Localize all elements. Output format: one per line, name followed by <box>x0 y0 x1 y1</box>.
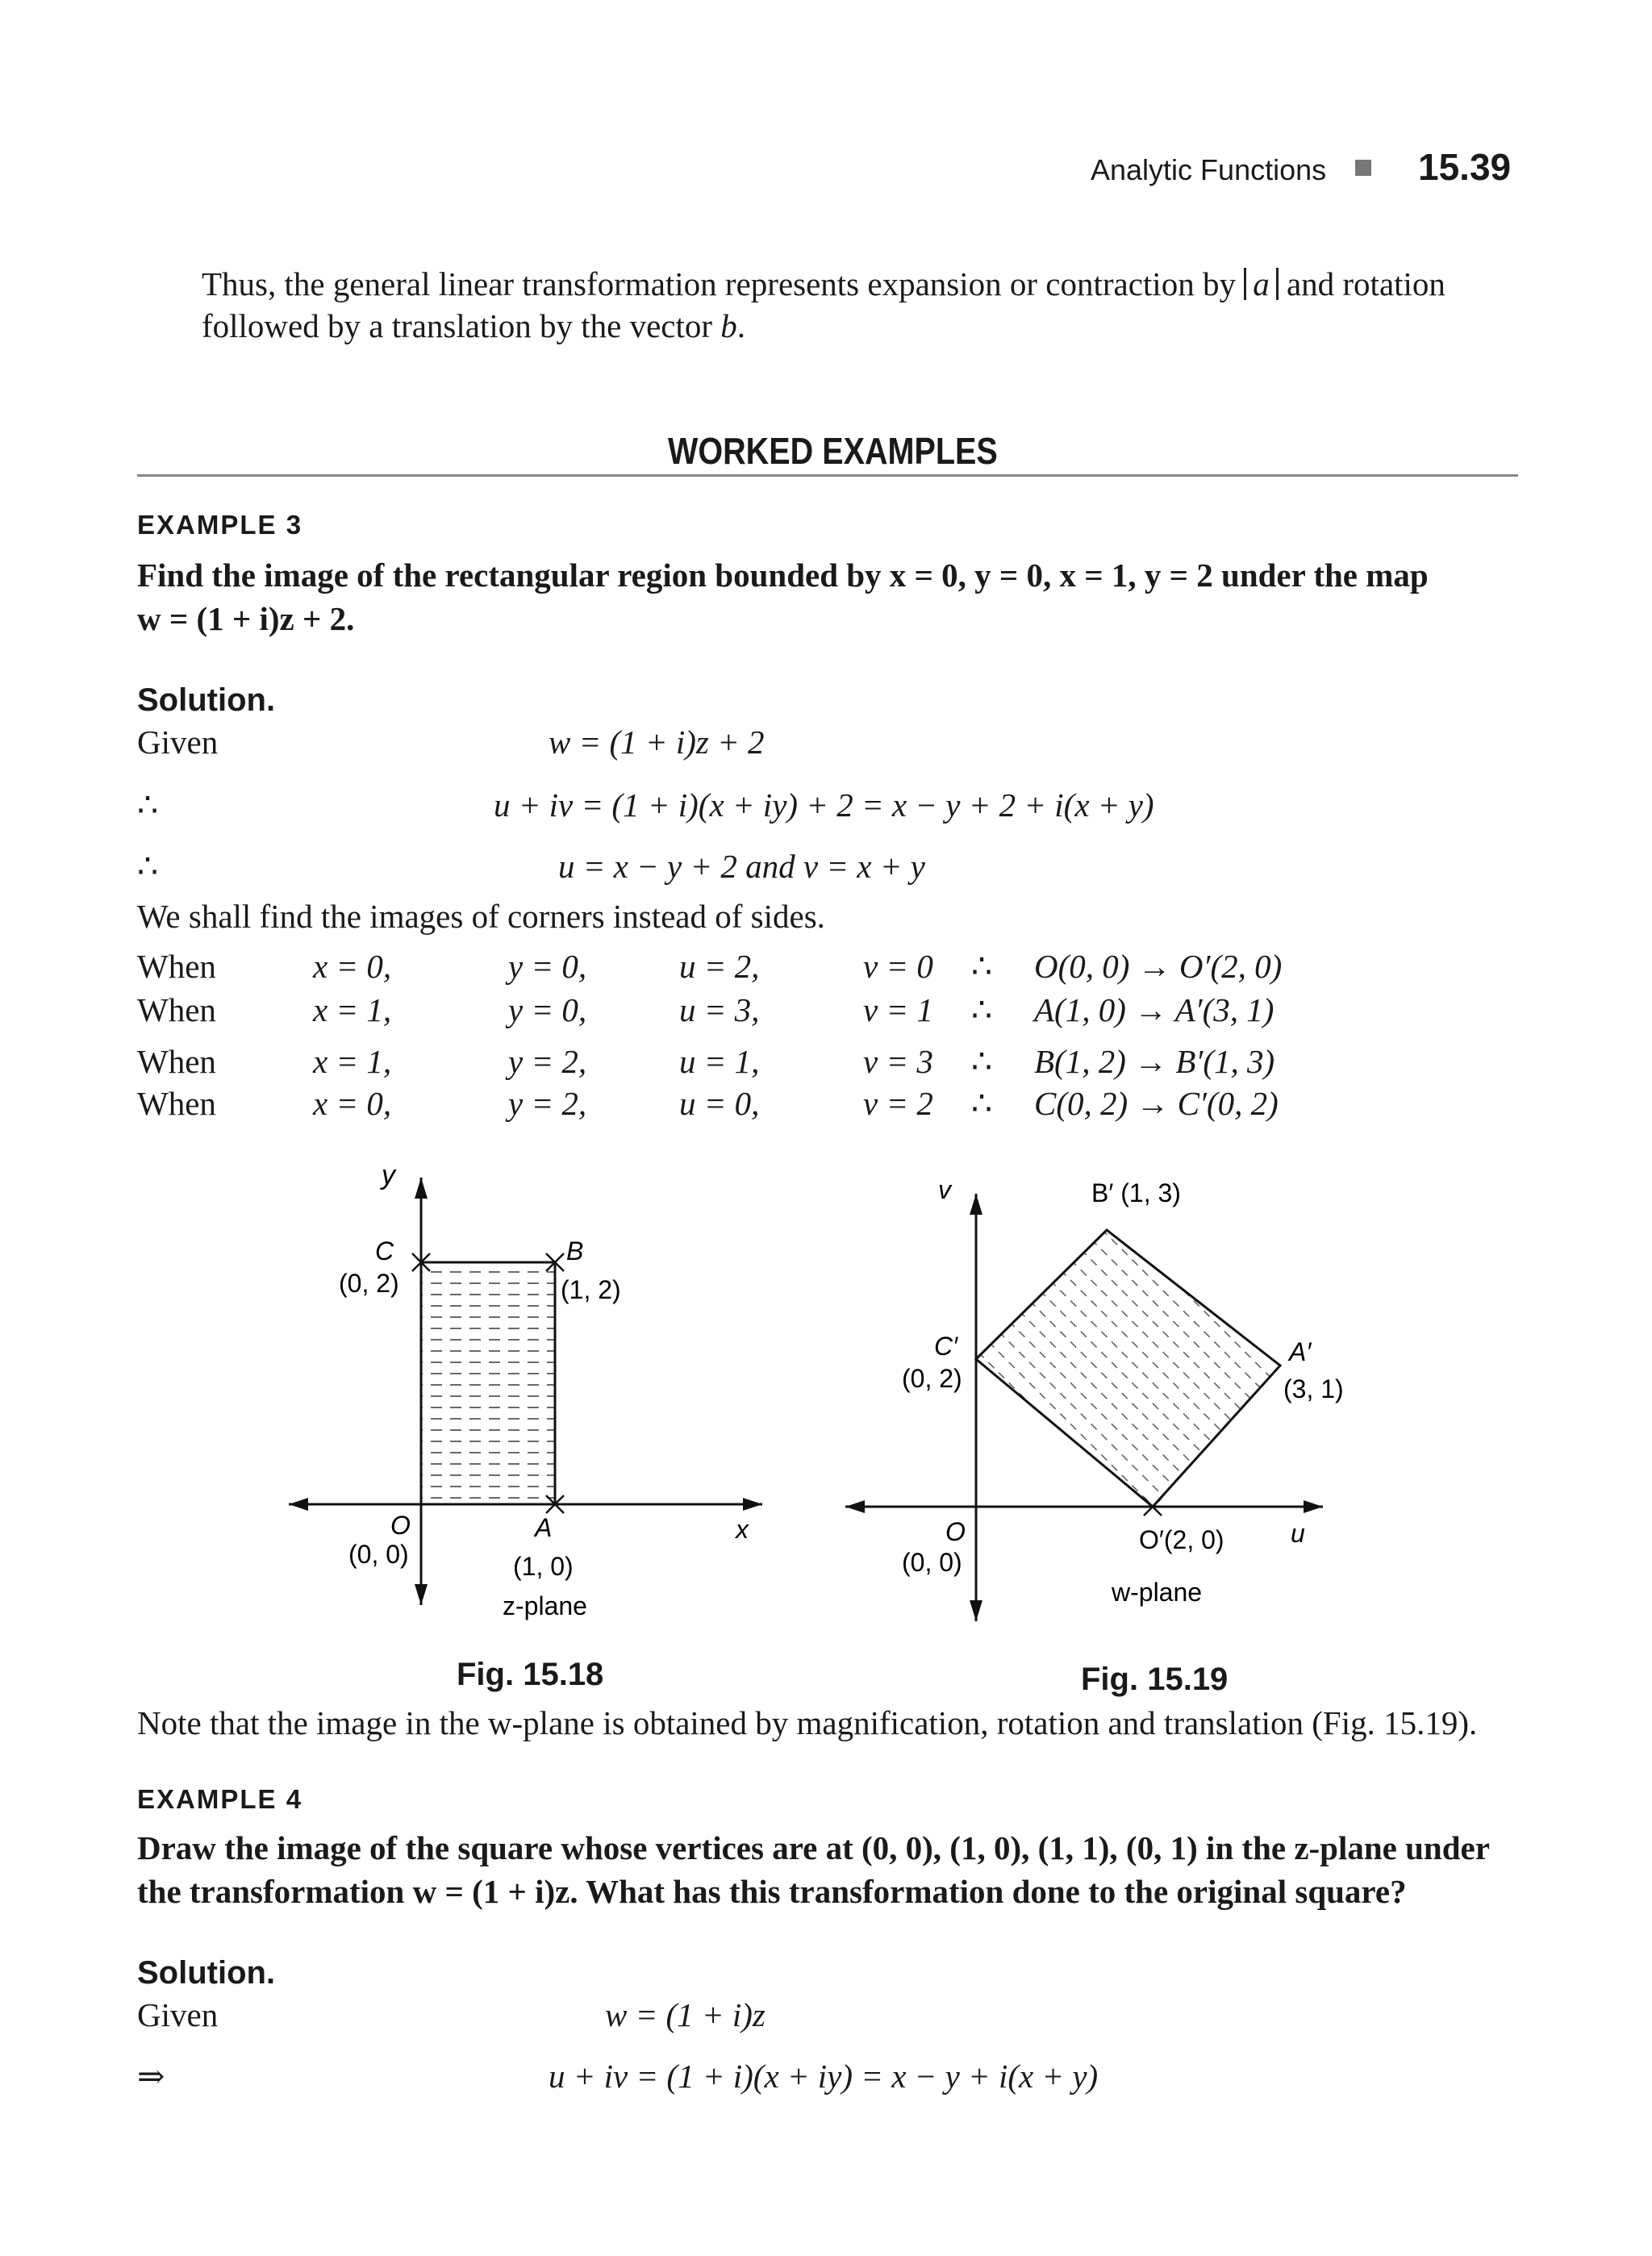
row-when: When <box>137 991 216 1028</box>
intro-line-2: followed by a translation by the vector b. <box>202 307 746 344</box>
row-when: When <box>137 948 216 985</box>
therefore-symbol: ∴ <box>137 786 159 824</box>
corners-text: We shall find the images of corners instead of sides. <box>137 898 825 935</box>
point-coord-b: (1, 2) <box>561 1275 621 1304</box>
y-axis-arrow-down-icon <box>415 1584 428 1605</box>
row-v: v = 3 <box>863 1043 933 1080</box>
row-v: v = 0 <box>863 948 933 985</box>
equation-uv: u = x − y + 2 and v = x + y <box>558 848 925 885</box>
point-label-o: O <box>390 1511 411 1540</box>
row-map: C(0, 2) → C′(0, 2) <box>1034 1085 1279 1122</box>
point-label-c-prime: C′ <box>934 1332 958 1361</box>
row-y: y = 0, <box>508 948 587 985</box>
point-coord-o: (0, 0) <box>902 1548 962 1577</box>
row-y: y = 0, <box>508 991 587 1028</box>
implies-symbol: ⇒ <box>137 2058 165 2095</box>
point-label-o-prime: O′(2, 0) <box>1139 1525 1224 1554</box>
page-number: 15.39 <box>1418 146 1512 188</box>
row-x: x = 0, <box>313 948 392 985</box>
figure-caption-15-19: Fig. 15.19 <box>1081 1662 1229 1697</box>
point-coord-a: (1, 0) <box>513 1552 574 1581</box>
row-y: y = 2, <box>508 1085 587 1122</box>
v-axis-arrow-down-icon <box>970 1600 982 1621</box>
row-u: u = 2, <box>679 948 760 985</box>
figure-z-plane <box>274 1153 791 1653</box>
row-v: v = 1 <box>863 991 933 1028</box>
intro-line-1: Thus, the general linear transformation represents expansion or contraction by a and rotation <box>202 265 1446 302</box>
given-label: Given <box>137 724 219 761</box>
figure-caption-15-18: Fig. 15.18 <box>457 1657 604 1692</box>
v-axis-arrow-up-icon <box>970 1194 982 1215</box>
running-header-title: Analytic Functions <box>1091 153 1327 186</box>
row-x: x = 1, <box>313 1043 392 1080</box>
plane-label-w: w-plane <box>1112 1578 1203 1607</box>
point-label-b-prime: B′ (1, 3) <box>1091 1178 1181 1207</box>
axis-label-v: v <box>938 1175 951 1204</box>
point-coord-c: (0, 2) <box>339 1269 399 1298</box>
row-v: v = 2 <box>863 1085 933 1122</box>
example-3-question-line-1: Find the image of the rectangular region bounded by x = 0, y = 0, x = 1, y = 2 under the map <box>137 557 1429 594</box>
row-therefore: ∴ <box>971 948 993 985</box>
point-label-c: C <box>375 1236 394 1266</box>
point-label-o: O <box>945 1517 966 1546</box>
row-map: B(1, 2) → B′(1, 3) <box>1034 1043 1275 1080</box>
row-x: x = 1, <box>313 991 392 1028</box>
row-u: u = 0, <box>679 1085 760 1122</box>
rectangle-region <box>421 1262 555 1504</box>
row-therefore: ∴ <box>971 1085 993 1122</box>
row-map: A(1, 0) → A′(3, 1) <box>1034 991 1274 1028</box>
row-therefore: ∴ <box>971 1043 993 1080</box>
example-3-solution-label: Solution. <box>137 682 276 718</box>
section-title: WORKED EXAMPLES <box>668 430 998 472</box>
row-map: O(0, 0) → O′(2, 0) <box>1034 948 1283 985</box>
note-text: Note that the image in the w-plane is obtained by magnification, rotation and translation (Fig. 15.19). <box>137 1704 1478 1741</box>
header-square-icon <box>1355 160 1371 176</box>
axis-label-u: u <box>1291 1519 1305 1548</box>
row-u: u = 1, <box>679 1043 760 1080</box>
plane-label-z: z-plane <box>503 1591 587 1620</box>
example-3-label: EXAMPLE 3 <box>137 510 303 540</box>
abs-value-a: a <box>1244 268 1279 300</box>
row-when: When <box>137 1085 216 1122</box>
point-label-b: B <box>566 1236 584 1266</box>
therefore-symbol: ∴ <box>137 848 159 885</box>
equation-map: w = (1 + i)z + 2 <box>549 724 765 761</box>
point-label-a: A <box>535 1513 553 1542</box>
figure-w-plane <box>839 1161 1387 1645</box>
equation-expanded-2: u + iv = (1 + i)(x + iy) = x − y + i(x + y) <box>549 2058 1099 2095</box>
image-square <box>976 1230 1280 1507</box>
point-coord-c-prime: (0, 2) <box>902 1364 962 1393</box>
example-3-question-line-2: w = (1 + i)z + 2. <box>137 600 355 637</box>
row-u: u = 3, <box>679 991 760 1028</box>
given-label: Given <box>137 1996 219 2033</box>
u-axis-arrow-left-icon <box>845 1500 865 1513</box>
point-coord-a-prime: (3, 1) <box>1283 1374 1344 1403</box>
point-label-a-prime: A′ <box>1289 1337 1312 1366</box>
equation-map-2: w = (1 + i)z <box>605 1996 766 2033</box>
example-4-question-line-2: the transformation w = (1 + i)z. What has this transformation done to the original square? <box>137 1873 1407 1910</box>
equation-expanded: u + iv = (1 + i)(x + iy) + 2 = x − y + 2 + i(x + y) <box>494 786 1154 824</box>
axis-label-x: x <box>736 1515 749 1544</box>
axis-label-y: y <box>382 1160 395 1191</box>
point-coord-o: (0, 0) <box>348 1540 409 1569</box>
y-axis-arrow-up-icon <box>415 1178 428 1199</box>
example-4-question-line-1: Draw the image of the square whose vertices are at (0, 0), (1, 0), (1, 1), (0, 1) in the z-plane under <box>137 1829 1490 1866</box>
x-axis-arrow-right-icon <box>743 1498 762 1511</box>
example-4-solution-label: Solution. <box>137 1955 276 1991</box>
u-axis-arrow-right-icon <box>1304 1500 1323 1513</box>
x-axis-arrow-left-icon <box>289 1498 308 1511</box>
row-y: y = 2, <box>508 1043 587 1080</box>
row-when: When <box>137 1043 216 1080</box>
section-rule <box>137 474 1518 477</box>
row-therefore: ∴ <box>971 991 993 1028</box>
example-4-label: EXAMPLE 4 <box>137 1784 303 1814</box>
row-x: x = 0, <box>313 1085 392 1122</box>
